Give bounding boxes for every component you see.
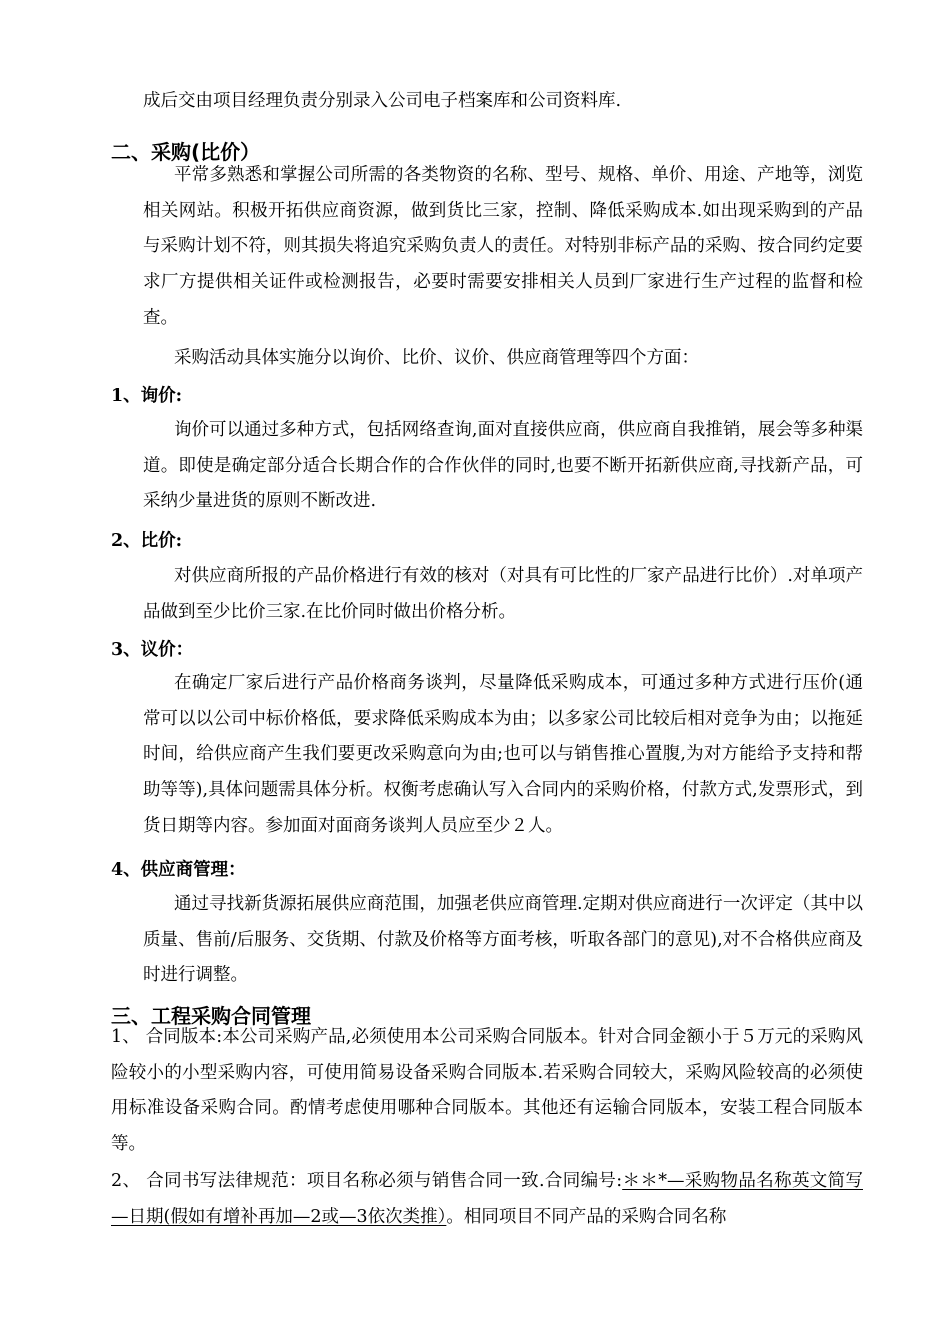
inquiry-heading: 1、询价:	[111, 386, 183, 406]
comparison-paragraph: 对供应商所报的产品价格进行有效的核对（对具有可比性的厂家产品进行比价）.对单项产品做到至少比价三家.在比价同时做出价格分析。	[143, 566, 863, 622]
section3-heading: 三、工程采购合同管理	[111, 1004, 311, 1028]
section2-heading: 二、采购(比价）	[111, 140, 261, 164]
inquiry-paragraph: 询价可以通过多种方式，包括网络查询,面对直接供应商，供应商自我推销，展会等多种渠道。即使是确定部分适合长期合作的合作伙伴的同时,也要不断开拓新供应商,寻找新产品，可采纳少量进货的原则不断改进.	[143, 420, 863, 512]
intro-line: 成后交由项目经理负责分别录入公司电子档案库和公司资料库.	[143, 91, 622, 111]
section3-paragraph-2	[111, 1164, 863, 1235]
negotiation-heading: 3、议价：	[111, 640, 194, 660]
section2-paragraph-2: 采购活动具体实施分以询价、比价、议价、供应商管理等四个方面：	[174, 348, 699, 368]
contract-rule-text: 2、 合同书写法律规范：项目名称必须与销售合同一致.合同编号:	[111, 1171, 623, 1191]
section3-paragraph-1: 1、 合同版本:本公司采购产品,必须使用本公司采购合同版本。针对合同金额小于５万元的采购风险较小的小型采购内容，可使用简易设备采购合同版本.若采购合同较大，采购风险较高的必须使用标准设备采购合同。酌情考虑使用哪种合同版本。其他还有运输合同版本，安装工程合同版本等。	[111, 1027, 863, 1155]
section2-paragraph-1: 平常多熟悉和掌握公司所需的各类物资的名称、型号、规格、单价、用途、产地等，浏览相关网站。积极开拓供应商资源，做到货比三家，控制、降低采购成本.如出现采购到的产品与采购计划不符，则其损失将追究采购负责人的责任。对特别非标产品的采购、按合同约定要求厂方提供相关证件或检测报告，必要时需要安排相关人员到厂家进行生产过程的监督和检查。	[143, 165, 863, 328]
supplier-management-heading: 4、供应商管理：	[111, 860, 246, 880]
contract-rule-continuation: 。相同项目不同产品的采购合同名称	[446, 1206, 727, 1227]
contract-number-format: ＊＊*—采购物品名称英文简写—日期(假如有增补再加—2或—3依次类推）	[111, 1171, 863, 1227]
comparison-heading: 2、比价:	[111, 531, 183, 551]
negotiation-paragraph: 在确定厂家后进行产品价格商务谈判，尽量降低采购成本，可通过多种方式进行压价(通常可以以公司中标价格低，要求降低采购成本为由；以多家公司比较后相对竞争为由；以拖延时间，给供应商产生我们要更改采购意向为由;也可以与销售推心置腹,为对方能给予支持和帮助等等),具体问题需具体分析。权衡考虑确认写入合同内的采购价格，付款方式,发票形式，到货日期等内容。参加面对面商务谈判人员应至少２人。	[143, 673, 863, 836]
supplier-management-paragraph: 通过寻找新货源拓展供应商范围，加强老供应商管理.定期对供应商进行一次评定（其中以质量、售前/后服务、交货期、付款及价格等方面考核，听取各部门的意见),对不合格供应商及时进行调整。	[143, 894, 863, 986]
